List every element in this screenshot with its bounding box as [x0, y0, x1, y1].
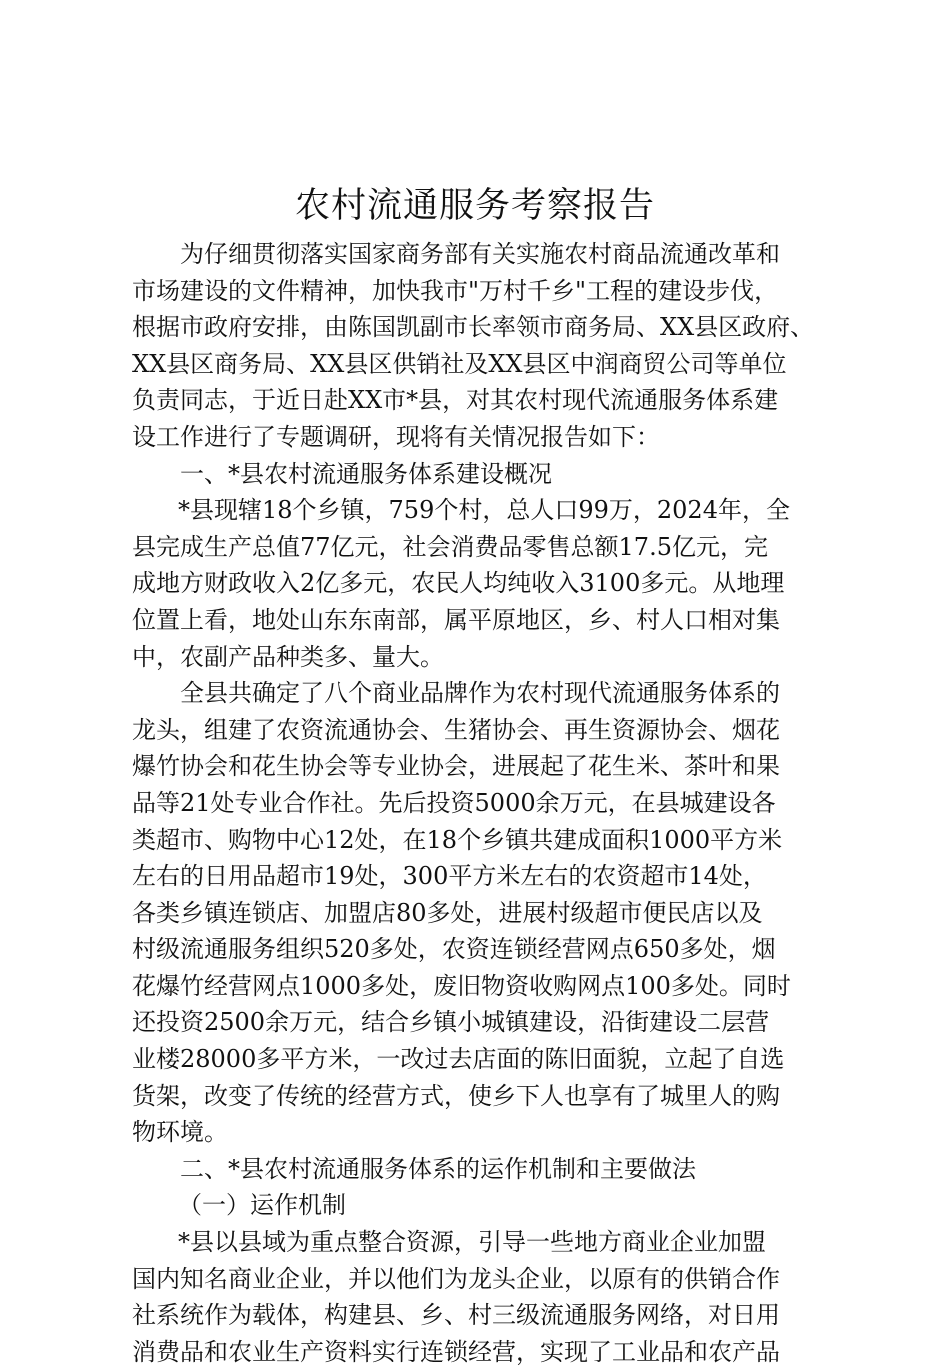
- text-line: 花爆竹经营网点1000多处，废旧物资收购网点100多处。同时: [132, 971, 791, 1000]
- text-line: 类超市、购物中心12处，在18个乡镇共建成面积1000平方米: [132, 825, 783, 854]
- text-line: 各类乡镇连锁店、加盟店80多处，进展村级超市便民店以及: [132, 898, 763, 927]
- text-line: 全县共确定了八个商业品牌作为农村现代流通服务体系的: [180, 679, 780, 708]
- text-line: 物环境。: [132, 1118, 228, 1147]
- text-line: 社系统作为载体，构建县、乡、村三级流通服务网络，对日用: [132, 1301, 780, 1330]
- text-line: 消费品和农业生产资料实行连锁经营，实现了工业品和农产品: [132, 1337, 780, 1366]
- text-line: 还投资2500余万元，结合乡镇小城镇建设，沿街建设二层营: [132, 1008, 770, 1037]
- text-line: 中，农副产品种类多、量大。: [132, 642, 444, 671]
- subsection-heading: （一）运作机制: [178, 1191, 346, 1220]
- text-line: 位置上看，地处山东东南部，属平原地区，乡、村人口相对集: [132, 605, 780, 634]
- text-line: *县现辖18个乡镇，759个村，总人口99万，2024年，全: [178, 496, 790, 525]
- text-line: 货架，改变了传统的经营方式，使乡下人也享有了城里人的购: [132, 1081, 780, 1110]
- text-line: 负责同志，于近日赴XX市*县，对其农村现代流通服务体系建: [132, 386, 779, 415]
- text-line: 成地方财政收入2亿多元，农民人均纯收入3100多元。从地理: [132, 569, 785, 598]
- text-line: 市场建设的文件精神，加快我市"万村千乡"工程的建设步伐，: [132, 276, 779, 305]
- document-body: [132, 236, 842, 1370]
- text-line: XX县区商务局、XX县区供销社及XX县区中润商贸公司等单位: [132, 349, 787, 378]
- text-line: 品等21处专业合作社。先后投资5000余万元，在县城建设各: [132, 788, 776, 817]
- text-line: 龙头，组建了农资流通协会、生猪协会、再生资源协会、烟花: [132, 715, 780, 744]
- text-line: 国内知名商业企业，并以他们为龙头企业，以原有的供销合作: [132, 1264, 780, 1293]
- text-line: 左右的日用品超市19处，300平方米左右的农资超市14处，: [132, 862, 767, 891]
- text-line: 村级流通服务组织520多处，农资连锁经营网点650多处，烟: [132, 935, 776, 964]
- section-heading: 二、*县农村流通服务体系的运作机制和主要做法: [180, 1154, 696, 1183]
- section-heading: 一、*县农村流通服务体系建设概况: [180, 459, 552, 488]
- text-line: 根据市政府安排，由陈国凯副市长率领市商务局、XX县区政府、: [132, 313, 815, 342]
- text-line: 设工作进行了专题调研，现将有关情况报告如下：: [132, 422, 660, 451]
- document-title: 农村流通服务考察报告: [294, 186, 655, 226]
- text-line: 业楼28000多平方米，一改过去店面的陈旧面貌，立起了自选: [132, 1045, 785, 1074]
- text-line: *县以县域为重点整合资源，引导一些地方商业企业加盟: [178, 1228, 766, 1257]
- text-line: 县完成生产总值77亿元，社会消费品零售总额17.5亿元，完: [132, 532, 768, 561]
- text-line: 为仔细贯彻落实国家商务部有关实施农村商品流通改革和: [180, 240, 780, 268]
- text-line: 爆竹协会和花生协会等专业协会，进展起了花生米、茶叶和果: [132, 752, 780, 781]
